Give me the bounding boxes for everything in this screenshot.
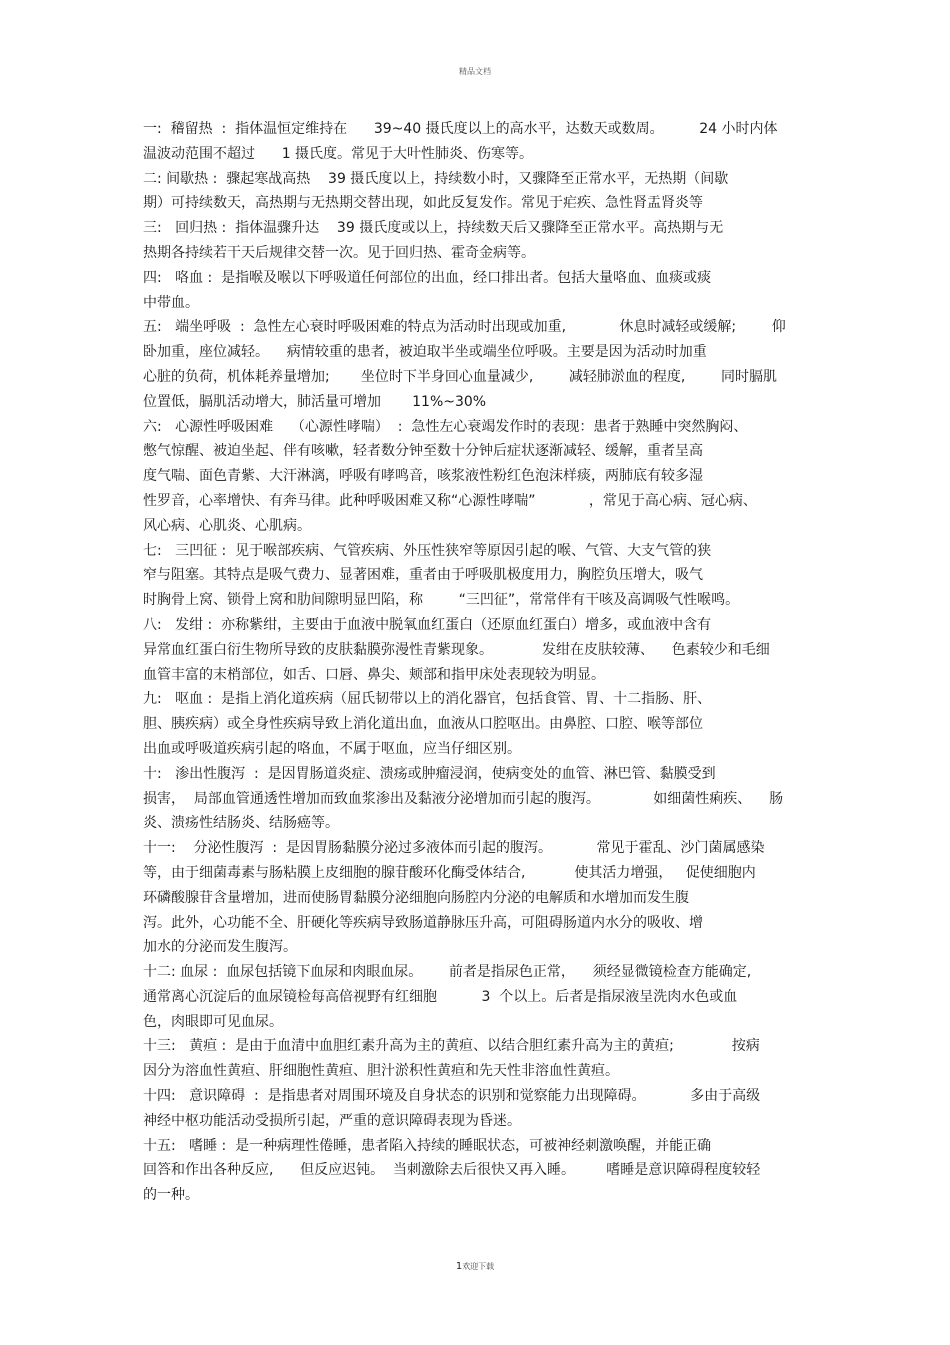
text-line: 热期各持续若干天后规律交替一次。见于回归热、霍奇金病等。	[143, 244, 535, 261]
text-line: 窄与阻塞。其特点是吸气费力、显著困难，重者由于呼吸肌极度用力，胸腔负压增大，吸气	[143, 567, 703, 584]
text-line: 损害， 局部血管通透性增加而致血浆渗出及黏液分泌增加而引起的腹泻。 如细菌性痢疾、 肠	[143, 790, 784, 807]
footer-text: 欢迎下载	[462, 1262, 495, 1271]
text-line: 十二: 血尿 : 血尿包括镜下血尿和肉眼血尿。 前者是指尿色正常， 须经显微镜检查方能确定,	[143, 964, 752, 981]
text-line: 回答和作出各种反应, 但反应迟钝。 当刺激除去后很快又再入睡。 嗜睡是意识障碍程度较轻	[143, 1162, 761, 1179]
text-line: 环磷酸腺苷含量增加，进而使肠胃黏膜分泌细胞向肠腔内分泌的电解质和水增加而发生腹	[143, 889, 689, 906]
text-line: 二: 间歇热 : 骤起寒战高热 39 摄氏度以上，持续数小时，又骤降至正常水平，无热期（间歇	[143, 170, 729, 187]
text-line: 期）可持续数天，高热期与无热期交替出现，如此反复发作。常见于疟疾、急性肾盂肾炎等	[143, 195, 703, 212]
text-line: 一: 稽留热 : 指体温恒定维持在 39~40 摄氏度以上的高水平，达数天或数周。 24 小时内体	[143, 121, 778, 137]
page-number: 1	[455, 1261, 463, 1272]
text-line: 五: 端坐呼吸 : 急性左心衰时呼吸困难的特点为活动时出现或加重, 休息时减轻或缓解; 仰	[143, 319, 786, 336]
page-header: 精品文档	[459, 67, 491, 76]
text-line: 四: 咯血 : 是指喉及喉以下呼吸道任何部位的出血，经口排出者。包括大量咯血、血痰或痰	[143, 269, 712, 286]
text-line: 八: 发绀 : 亦称紫绀，主要由于血液中脱氧血红蛋白（还原血红蛋白）增多，或血液中含有	[143, 616, 712, 633]
text-line: 九: 呕血 : 是指上消化道疾病（屈氏韧带以上的消化器官，包括食管、胃、十二指肠、肝、	[143, 691, 712, 708]
text-line: 的一种。	[143, 1187, 199, 1204]
text-line: 胆、胰疾病）或全身性疾病导致上消化道出血，血液从口腔呕出。由鼻腔、口腔、喉等部位	[143, 716, 703, 733]
text-line: 泻。此外，心功能不全、肝硬化等疾病导致肠道静脉压升高，可阻碍肠道内水分的吸收、增	[143, 914, 703, 931]
text-line: 风心病、心肌炎、心肌病。	[143, 517, 311, 534]
text-line: 等，由于细菌毒素与肠粘膜上皮细胞的腺苷酸环化酶受体结合, 使其活力增强， 促使细胞内	[143, 864, 756, 881]
text-line: 位置低，膈肌活动增大，肺活量可增加 11%~30%	[143, 393, 487, 410]
text-line: 色，肉眼即可见血尿。	[143, 1013, 283, 1030]
text-line: 十五: 嗜睡 : 是一种病理性倦睡，患者陷入持续的睡眠状态，可被神经刺激唤醒，并能正确	[143, 1137, 712, 1154]
text-line: 憋气惊醒、被迫坐起、伴有咳嗽，轻者数分钟至数十分钟后症状逐渐减轻、缓解，重者呈高	[143, 443, 703, 460]
text-line: 性罗音，心率增快、有奔马律。此种呼吸困难又称“心源性哮喘” ，常见于高心病、冠心病、	[143, 492, 757, 509]
text-line: 时胸骨上窝、锁骨上窝和肋间隙明显凹陷，称 “三凹征”，常常伴有干咳及高调吸气性喉鸣。	[143, 592, 740, 609]
text-line: 十一: 分泌性腹泻 : 是因胃肠黏膜分泌过多液体而引起的腹泻。 常见于霍乱、沙门菌属感染	[143, 840, 765, 857]
text-line: 十三: 黄疸 : 是由于血清中血胆红素升高为主的黄疸、以结合胆红素升高为主的黄疸; 按病	[143, 1038, 760, 1055]
text-line: 通常离心沉淀后的血尿镜检每高倍视野有红细胞 3 个以上。后者是指尿液呈洗肉水色或血	[143, 988, 738, 1005]
page-footer	[0, 1261, 950, 1272]
text-line: 中带血。	[143, 294, 199, 311]
text-line: 度气喘、面色青紫、大汗淋漓，呼吸有哮鸣音，咳浆液性粉红色泡沫样痰，两肺底有较多湿	[143, 468, 703, 485]
text-line: 三: 回归热 : 指体温骤升达 39 摄氏度或以上，持续数天后又骤降至正常水平。高热期与无	[143, 220, 724, 237]
text-line: 神经中枢功能活动受损所引起，严重的意识障碍表现为昏迷。	[143, 1112, 521, 1129]
text-line: 炎、溃疡性结肠炎、结肠癌等。	[143, 815, 339, 832]
text-line: 卧加重，座位减轻。 病情较重的患者，被迫取半坐或端坐位呼吸。主要是因为活动时加重	[143, 344, 707, 361]
text-line: 十四: 意识障碍 : 是指患者对周围环境及自身状态的识别和觉察能力出现障碍。 多由于高级	[143, 1088, 761, 1105]
text-line: 六: 心源性呼吸困难 （心源性哮喘） : 急性左心衰竭发作时的表现：患者于熟睡中突然胸闷、	[143, 418, 748, 435]
text-line: 血管丰富的末梢部位，如舌、口唇、鼻尖、颊部和指甲床处表现较为明显。	[143, 666, 605, 683]
text-line: 出血或呼吸道疾病引起的咯血，不属于呕血，应当仔细区别。	[143, 740, 521, 757]
text-line: 加水的分泌而发生腹泻。	[143, 939, 297, 956]
text-line: 异常血红蛋白衍生物所导致的皮肤黏膜弥漫性青紫现象。 发绀在皮肤较薄、 色素较少和毛细	[143, 641, 770, 658]
text-line: 十: 渗出性腹泻 : 是因胃肠道炎症、溃疡或肿瘤浸润，使病变处的血管、淋巴管、黏膜受到	[143, 765, 716, 782]
document-body	[143, 117, 811, 1208]
text-line: 心脏的负荷，机体耗养量增加; 坐位时下半身回心血量减少, 减轻肺淤血的程度, 同时膈肌	[143, 368, 777, 385]
text-line: 因分为溶血性黄疸、肝细胞性黄疸、胆汁淤积性黄疸和先天性非溶血性黄疸。	[143, 1063, 619, 1080]
text-line: 七: 三凹征 : 见于喉部疾病、气管疾病、外压性狭窄等原因引起的喉、气管、大支气管的狭	[143, 542, 712, 559]
text-line: 温波动范围不超过 1 摄氏度。常见于大叶性肺炎、伤寒等。	[143, 145, 534, 162]
